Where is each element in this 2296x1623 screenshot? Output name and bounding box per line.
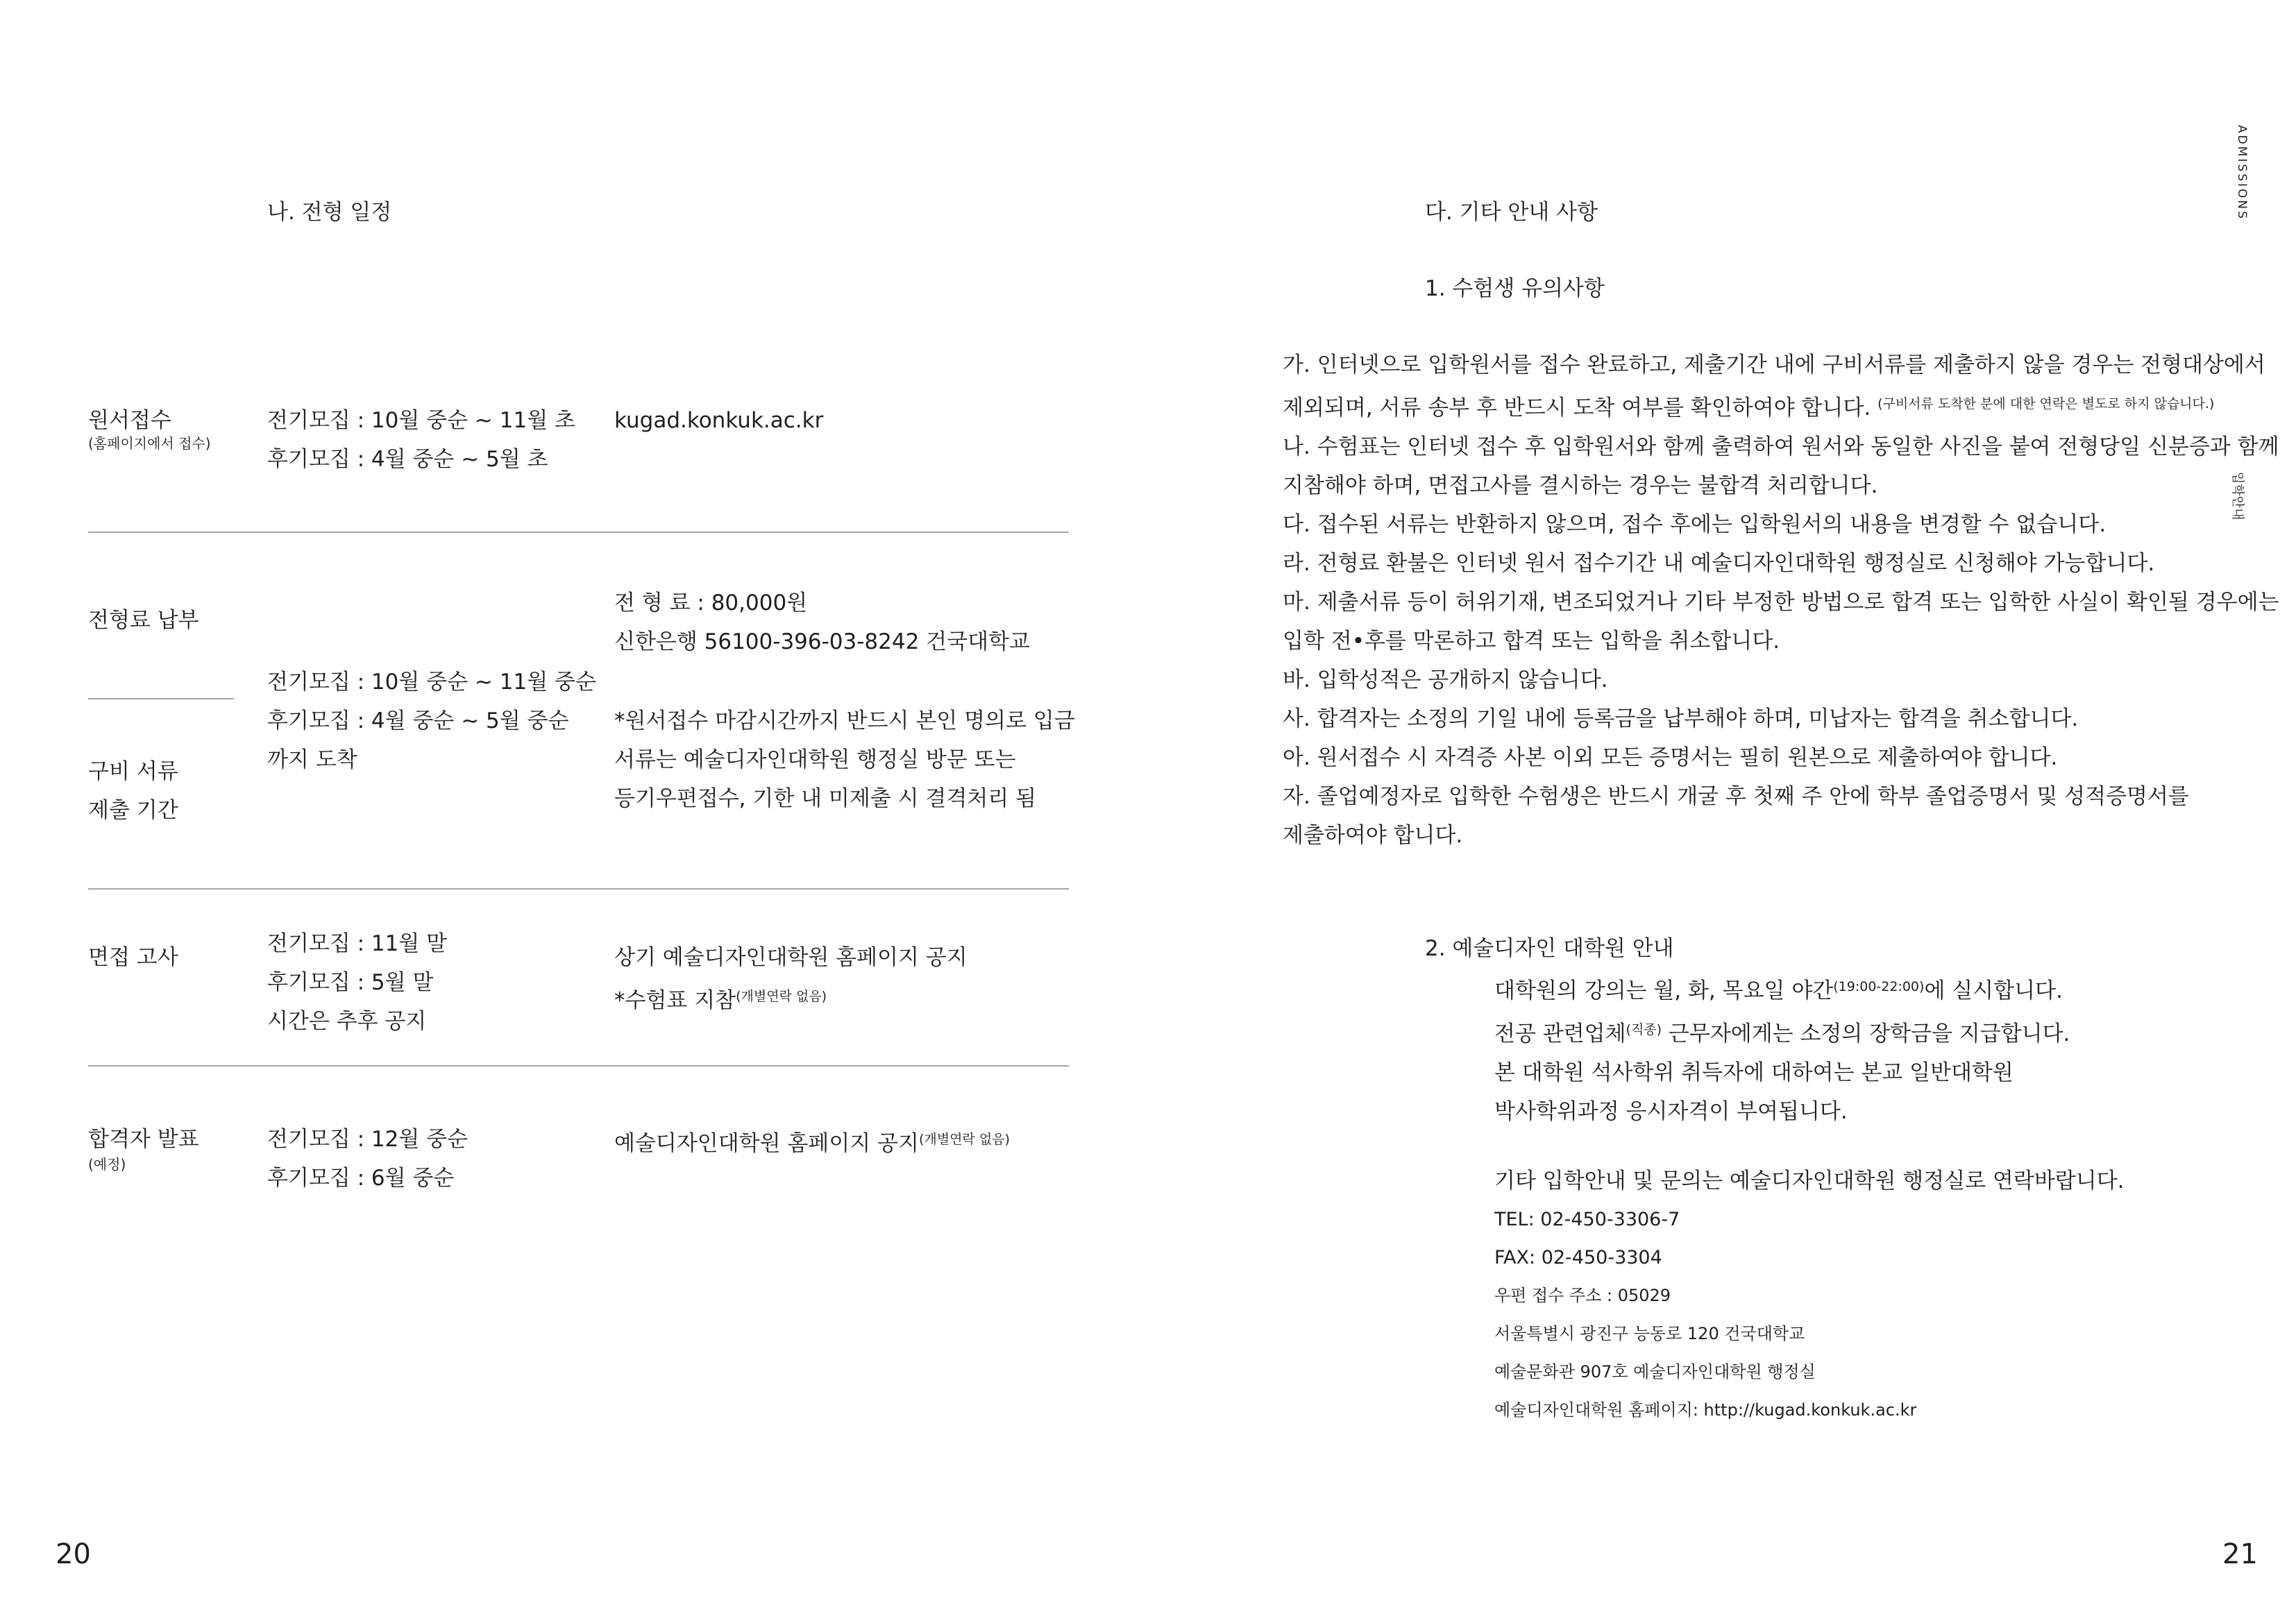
row-date-application-2: 후기모집 : 4월 중순 ~ 5월 초 [267, 447, 548, 472]
row-date-interview-3: 시간은 추후 공지 [267, 1009, 427, 1034]
row-date-results-2: 후기모집 : 6월 중순 [267, 1166, 455, 1191]
row-label-application: 원서접수 [88, 408, 171, 433]
note-line: 자. 졸업예정자로 입학한 수험생은 반드시 개굴 후 첫째 주 안에 학부 졸업증명서 및 성적증명서를 [1283, 784, 2189, 809]
grad-info-line: 전공 관련업체$^{(직종)}$ 근무자에게는 소정의 장학금을 지급합니다. [1494, 1021, 2070, 1046]
row-date-fee-1: 전기모집 : 10월 중순 ~ 11월 중순 [267, 670, 596, 695]
divider [88, 532, 1069, 533]
divider [88, 888, 1069, 890]
note-line: 사. 합격자는 소정의 기일 내에 등록금을 납부해야 하며, 미납자는 합격을 취소합니다. [1283, 706, 2079, 731]
page-number-left: 20 [56, 1538, 91, 1570]
contact-intro: 기타 입학안내 및 문의는 예술디자인대학원 행정실로 연락바랍니다. [1494, 1169, 2125, 1193]
contact-fax: FAX: 02-450-3304 [1494, 1247, 1662, 1268]
note-line: 바. 입학성적은 공개하지 않습니다. [1283, 668, 1608, 692]
row-date-results-1: 전기모집 : 12월 중순 [267, 1127, 469, 1152]
row-sublabel-results: (예정) [88, 1156, 126, 1173]
note-small: (구비서류 도착한 분에 대한 연락은 별도로 하지 않습니다.) [1877, 396, 2215, 411]
contact-block [1494, 1162, 2124, 1429]
note-line: 가. 인터넷으로 입학원서를 접수 완료하고, 제출기간 내에 구비서류를 제출하지 않을 경우는 전형대상에서 [1283, 352, 2265, 377]
contact-address-1: 서울특별시 광진구 능동로 120 건국대학교 [1494, 1324, 1805, 1343]
row-date-interview-1: 전기모집 : 11월 말 [267, 931, 448, 956]
short-divider [88, 698, 234, 699]
side-tab-korean: 입학안내 [2230, 472, 2245, 520]
contact-homepage: 예술디자인대학원 홈페이지: http://kugad.konkuk.ac.kr [1494, 1400, 1917, 1420]
row-label-documents-2: 제출 기간 [88, 798, 178, 823]
application-url: kugad.konkuk.ac.kr [614, 408, 824, 433]
note-line: 제외되며, 서류 송부 후 반드시 도착 여부를 확인하여야 합니다. $^{(구비서류 도착한 분에 대한 연락은 별도로 하지 않습니다.)}$ [1283, 396, 2215, 420]
note-line: 다. 접수된 서류는 반환하지 않으며, 접수 후에는 입학원서의 내용을 변경할 수 없습니다. [1283, 512, 2107, 537]
note-line: 지참해야 하며, 면접고사를 결시하는 경우는 불합격 처리합니다. [1283, 473, 1878, 498]
contact-address-2: 예술문화관 907호 예술디자인대학원 행정실 [1494, 1362, 1816, 1382]
grad-info-line: 본 대학원 석사학위 취득자에 대하여는 본교 일반대학원 [1494, 1060, 2014, 1085]
row-date-interview-2: 후기모집 : 5월 말 [267, 970, 434, 995]
row-date-fee-2: 후기모집 : 4월 중순 ~ 5월 중순 [267, 708, 569, 733]
row-date-fee-3: 까지 도착 [267, 747, 357, 772]
note-line: 마. 제출서류 등이 허위기재, 변조되었거나 기타 부정한 방법으로 합격 또는 입학한 사실이 확인될 경우에는 [1283, 590, 2279, 615]
fee-note-2: 서류는 예술디자인대학원 행정실 방문 또는 [614, 747, 1016, 772]
grad-info-line: 박사학위과정 응시자격이 부여됩니다. [1494, 1099, 1848, 1124]
notes-list [1283, 346, 2279, 855]
row-sublabel-application: (홈페이지에서 접수) [88, 435, 211, 452]
note-line: 라. 전형료 환불은 인터넷 원서 접수기간 내 예술디자인대학원 행정실로 신청해야 가능합니다. [1283, 551, 2155, 576]
row-date-application-1: 전기모집 : 10월 중순 ~ 11월 초 [267, 408, 575, 433]
bank-account: 신한은행 56100-396-03-8242 건국대학교 [614, 629, 1030, 654]
right-section-title: 다. 기타 안내 사항 [1425, 200, 1598, 225]
row-label-fee: 전형료 납부 [88, 608, 199, 633]
side-tab-admissions: ADMISSIONS [2235, 125, 2249, 221]
fee-note-1: *원서접수 마감시간까지 반드시 본인 명의로 입금 [614, 708, 1075, 733]
grad-info-line: 대학원의 강의는 월, 화, 목요일 야간$^{(19:00-22:00)}$에 실시합니다. [1494, 978, 2063, 1003]
interview-notice: 상기 예술디자인대학원 홈페이지 공지 [614, 945, 968, 970]
results-notice: 예술디자인대학원 홈페이지 공지$^{(개별연락 없음)}$ [614, 1131, 1010, 1156]
left-section-title: 나. 전형 일정 [267, 200, 392, 225]
row-label-interview: 면접 고사 [88, 945, 178, 970]
interview-ticket-note: *수험표 지참$^{(개별연락 없음)}$ [614, 988, 827, 1013]
contact-tel: TEL: 02-450-3306-7 [1494, 1209, 1680, 1230]
sub2-title: 2. 예술디자인 대학원 안내 [1425, 936, 1674, 961]
contact-postal: 우편 접수 주소 : 05029 [1494, 1286, 1671, 1305]
row-label-results: 합격자 발표 [88, 1127, 199, 1152]
sub1-title: 1. 수험생 유의사항 [1425, 276, 1605, 301]
grad-info [1494, 967, 2070, 1131]
divider [88, 1065, 1069, 1067]
note-line: 아. 원서접수 시 자격증 사본 이외 모든 증명서는 필히 원본으로 제출하여야 합니다. [1283, 745, 2058, 770]
note-line: 입학 전•후를 막론하고 합격 또는 입학을 취소합니다. [1283, 629, 1780, 654]
page-number-right: 21 [2222, 1538, 2258, 1570]
note-line: 나. 수험표는 인터넷 접수 후 입학원서와 함께 출력하여 원서와 동일한 사진을 붙여 전형당일 신분증과 함께 [1283, 434, 2279, 459]
row-label-documents-1: 구비 서류 [88, 759, 178, 784]
fee-note-3: 등기우편접수, 기한 내 미제출 시 결격처리 됨 [614, 786, 1037, 811]
fee-amount: 전 형 료 : 80,000원 [614, 590, 808, 615]
note-line: 제출하여야 합니다. [1283, 823, 1463, 848]
